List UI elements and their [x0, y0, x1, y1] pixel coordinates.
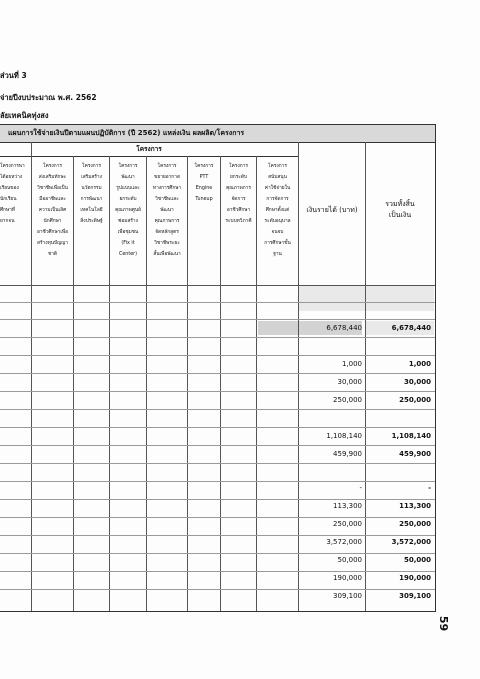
total-cell: 1,108,140	[391, 432, 431, 440]
col-header-5: โครงการ ขยายอากาส ทางการศึกษา วิชาชีพและ พัฒนา คุณภาพการ จัดหลักสูตร วิชาชีพระยะ สั้นเพื่อพัฒนา	[152, 164, 182, 257]
income-cell: 3,572,000	[326, 538, 362, 546]
income-cell: 1,000	[341, 360, 362, 368]
col-header-8: โครงการ สนับสนุน ค่าใช้จ่ายใน การจัดการ ศึกษาตั้งแต่ ระดับอนุบาล จนจบ การศึกษาขั้น ฐาน	[264, 164, 291, 257]
total-cell: 459,900	[399, 450, 431, 458]
header-band	[298, 285, 434, 311]
income-cell: 1,108,140	[326, 432, 362, 440]
col-header-7: โครงการ ยกระดับ คุณภาพการ จัดการ อาชีวศึกษา ระบบทวิภาคี	[225, 164, 252, 224]
total-cell: 50,000	[403, 556, 431, 564]
col-header-2: โครงการ ส่งเสริมทักษะ วิชาชีพเพื่อเป็น มืออาชีพและ ความเป็นเลิศ นักศึกษา อาชีวศึกษาเพื่อ สร้างทุนปัญญา ชาติ	[36, 164, 68, 257]
total-cell: 190,000	[399, 574, 431, 582]
total-cell: 30,000	[403, 378, 431, 386]
total-cell: 6,678,440	[391, 324, 431, 332]
college-label: ลัยเทคนิคทุ่งสง	[0, 111, 49, 120]
total-header: รวมทั้งสิ้น เป็นเงิน	[385, 200, 415, 219]
total-cell: 250,000	[399, 520, 431, 528]
col-header-4: โครงการ พัฒนา รูปแบบและ ยกระดับ คุณภาพศูนย์ ซ่อมสร้าง เพื่อชุมชน (Fix it Center)	[115, 164, 141, 257]
total-cell: 309,100	[399, 592, 431, 600]
income-cell: 250,000	[333, 396, 362, 404]
income-cell: 250,000	[333, 520, 362, 528]
projects-group-header: โครงการ	[0, 142, 298, 157]
total-cell: 113,300	[399, 502, 431, 510]
col-header-3: โครงการ เสริมสร้าง นวัตกรรม การพัฒนา เทคโนโลยี สิ่งประดิษฐ์	[80, 164, 103, 224]
income-cell: 6,678,440	[326, 324, 362, 332]
income-header: เงินรายได้ (บาท)	[306, 206, 358, 214]
income-cell: 459,900	[333, 450, 362, 458]
income-cell: 50,000	[337, 556, 362, 564]
budget-year-label: จ่ายปีงบประมาณ พ.ศ. 2562	[0, 93, 97, 102]
total-cell: 1,000	[408, 360, 431, 368]
income-cell: 309,100	[333, 592, 362, 600]
budget-table	[0, 124, 436, 612]
page-number: 59	[437, 615, 451, 632]
col-header-6: โครงการ PTT Engine Tuneup	[194, 164, 214, 202]
income-cell: 30,000	[337, 378, 362, 386]
col-header-1: โครงการพา ไต้อยหว่าง เรียนของ นักเรียน ศึกษาที่ ยากจน	[0, 164, 25, 224]
section-part-label: ส่วนที่ 3	[0, 71, 27, 80]
income-cell: -	[359, 484, 362, 492]
income-cell: 113,300	[333, 502, 362, 510]
total-cell: 3,572,000	[391, 538, 431, 546]
table-title: แผนการใช้จ่ายเงินปีตามแผนปฏิบัติการ (ปี 2562) แหล่งเงิน ผลผลิต/โครงการ	[0, 125, 435, 143]
total-cell: 250,000	[399, 396, 431, 404]
income-cell: 190,000	[333, 574, 362, 582]
total-cell: -	[428, 484, 431, 492]
